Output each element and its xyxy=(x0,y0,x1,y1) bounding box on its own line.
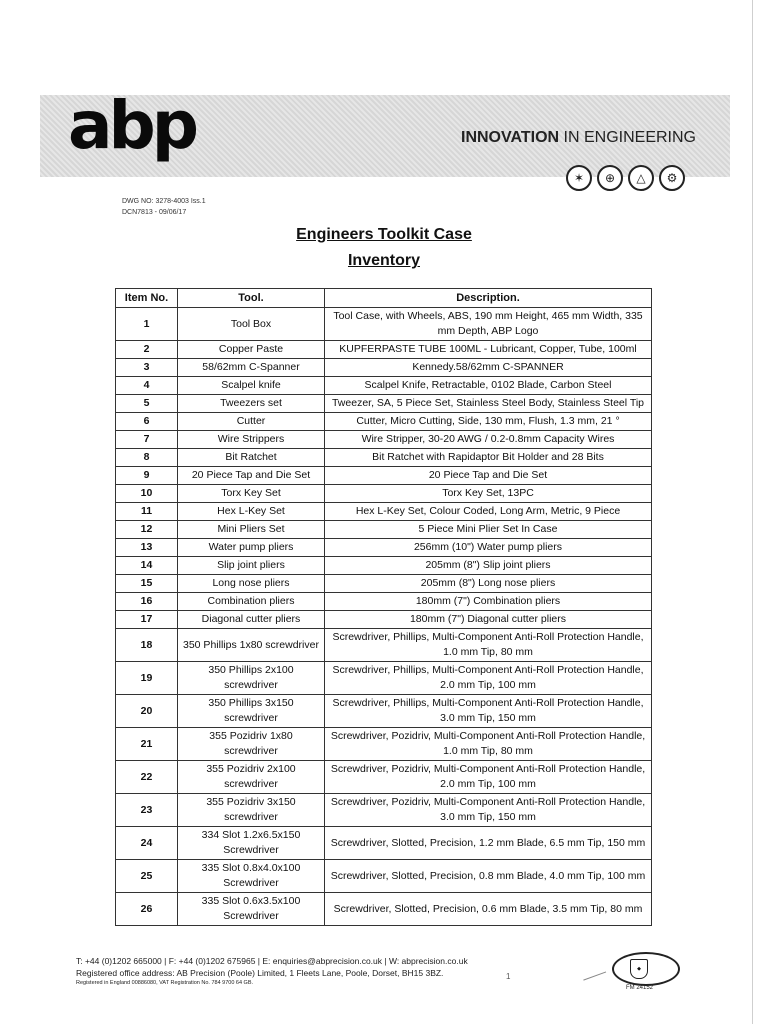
cell-tool: 355 Pozidriv 1x80 screwdriver xyxy=(178,728,325,761)
dcn-number: DCN7813 - 09/06/17 xyxy=(122,209,187,216)
cell-tool: 335 Slot 0.6x3.5x100 Screwdriver xyxy=(178,893,325,926)
cell-description: 180mm (7") Combination pliers xyxy=(325,593,652,611)
table-row xyxy=(116,395,652,413)
cell-item-no: 22 xyxy=(116,761,178,794)
shield-icon: ◆ xyxy=(630,959,648,979)
cell-item-no: 14 xyxy=(116,557,178,575)
table-row xyxy=(116,728,652,761)
inventory-rows xyxy=(116,308,652,926)
header-banner xyxy=(40,87,730,185)
cell-description: Screwdriver, Phillips, Multi-Component Anti-Roll Protection Handle, 3.0 mm Tip, 150 mm xyxy=(325,695,652,728)
footer-contact: T: +44 (0)1202 665000 | F: +44 (0)1202 675965 | E: enquiries@abprecision.co.uk | W: abprecision.co.uk xyxy=(76,956,468,966)
cell-item-no: 5 xyxy=(116,395,178,413)
table-row xyxy=(116,893,652,926)
table-row xyxy=(116,377,652,395)
table-row xyxy=(116,695,652,728)
cell-item-no: 12 xyxy=(116,521,178,539)
cell-tool: Cutter xyxy=(178,413,325,431)
cell-item-no: 23 xyxy=(116,794,178,827)
table-row xyxy=(116,431,652,449)
cell-description: Tool Case, with Wheels, ABS, 190 mm Height, 465 mm Width, 335 mm Depth, ABP Logo xyxy=(325,308,652,341)
cell-tool: Long nose pliers xyxy=(178,575,325,593)
cell-tool: Tool Box xyxy=(178,308,325,341)
table-row xyxy=(116,521,652,539)
cell-description: KUPFERPASTE TUBE 100ML - Lubricant, Copper, Tube, 100ml xyxy=(325,341,652,359)
cell-tool: 20 Piece Tap and Die Set xyxy=(178,467,325,485)
table-row xyxy=(116,761,652,794)
cell-item-no: 18 xyxy=(116,629,178,662)
cell-item-no: 3 xyxy=(116,359,178,377)
signature-scribble xyxy=(578,956,606,980)
table-row xyxy=(116,611,652,629)
table-row xyxy=(116,341,652,359)
table-row xyxy=(116,449,652,467)
globe-icon: ⊕ xyxy=(597,165,623,191)
cell-description: Tweezer, SA, 5 Piece Set, Stainless Steel Body, Stainless Steel Tip xyxy=(325,395,652,413)
cell-item-no: 25 xyxy=(116,860,178,893)
table-row xyxy=(116,467,652,485)
footer-office: Registered office address: AB Precision (Poole) Limited, 1 Fleets Lane, Poole, Dorset, BH15 3BZ. xyxy=(76,968,444,978)
table-row xyxy=(116,593,652,611)
table-row xyxy=(116,575,652,593)
cell-item-no: 10 xyxy=(116,485,178,503)
cell-item-no: 1 xyxy=(116,308,178,341)
cell-tool: Mini Pliers Set xyxy=(178,521,325,539)
table-row xyxy=(116,827,652,860)
cell-description: Screwdriver, Phillips, Multi-Component Anti-Roll Protection Handle, 2.0 mm Tip, 100 mm xyxy=(325,662,652,695)
header-description: Description. xyxy=(325,289,652,308)
cell-description: 5 Piece Mini Plier Set In Case xyxy=(325,521,652,539)
cell-description: Scalpel Knife, Retractable, 0102 Blade, Carbon Steel xyxy=(325,377,652,395)
cell-tool: Diagonal cutter pliers xyxy=(178,611,325,629)
cell-tool: Torx Key Set xyxy=(178,485,325,503)
cell-item-no: 15 xyxy=(116,575,178,593)
cell-description: Screwdriver, Pozidriv, Multi-Component Anti-Roll Protection Handle, 3.0 mm Tip, 150 mm xyxy=(325,794,652,827)
tagline-bold: INNOVATION xyxy=(461,129,560,146)
table-header-row xyxy=(116,289,652,308)
drawing-info xyxy=(122,196,206,218)
page-mark: 1 xyxy=(506,972,511,981)
cell-item-no: 21 xyxy=(116,728,178,761)
cell-item-no: 19 xyxy=(116,662,178,695)
cell-tool: Slip joint pliers xyxy=(178,557,325,575)
cell-description: Screwdriver, Pozidriv, Multi-Component Anti-Roll Protection Handle, 1.0 mm Tip, 80 mm xyxy=(325,728,652,761)
cell-item-no: 26 xyxy=(116,893,178,926)
cell-item-no: 8 xyxy=(116,449,178,467)
certification-badge xyxy=(612,952,680,986)
inventory-table xyxy=(115,288,652,926)
cell-tool: Hex L-Key Set xyxy=(178,503,325,521)
table-row xyxy=(116,539,652,557)
cell-item-no: 11 xyxy=(116,503,178,521)
gear-icon: ⚙ xyxy=(659,165,685,191)
cell-item-no: 6 xyxy=(116,413,178,431)
cert-code: FM 24152 xyxy=(626,985,654,991)
page-edge-rule xyxy=(752,0,753,1024)
cell-description: 20 Piece Tap and Die Set xyxy=(325,467,652,485)
header-tool: Tool. xyxy=(178,289,325,308)
table-row xyxy=(116,860,652,893)
table-row xyxy=(116,794,652,827)
cell-description: 256mm (10") Water pump pliers xyxy=(325,539,652,557)
cell-tool: Scalpel knife xyxy=(178,377,325,395)
cell-tool: 58/62mm C-Spanner xyxy=(178,359,325,377)
cell-tool: Wire Strippers xyxy=(178,431,325,449)
cell-description: Screwdriver, Slotted, Precision, 0.8 mm Blade, 4.0 mm Tip, 100 mm xyxy=(325,860,652,893)
cell-description: Cutter, Micro Cutting, Side, 130 mm, Flush, 1.3 mm, 21 ° xyxy=(325,413,652,431)
cell-tool: Tweezers set xyxy=(178,395,325,413)
cell-item-no: 9 xyxy=(116,467,178,485)
recycle-icon: △ xyxy=(628,165,654,191)
cell-description: 205mm (8") Slip joint pliers xyxy=(325,557,652,575)
table-row xyxy=(116,629,652,662)
cell-description: Screwdriver, Pozidriv, Multi-Component Anti-Roll Protection Handle, 2.0 mm Tip, 100 mm xyxy=(325,761,652,794)
table-row xyxy=(116,485,652,503)
cell-description: 180mm (7") Diagonal cutter pliers xyxy=(325,611,652,629)
table-row xyxy=(116,503,652,521)
cell-description: Torx Key Set, 13PC xyxy=(325,485,652,503)
cell-tool: Bit Ratchet xyxy=(178,449,325,467)
footer-registration: Registered in England 00886080, VAT Registration No. 784 9700 64 GB. xyxy=(76,980,254,986)
cell-description: Screwdriver, Slotted, Precision, 1.2 mm Blade, 6.5 mm Tip, 150 mm xyxy=(325,827,652,860)
table-row xyxy=(116,359,652,377)
cell-item-no: 7 xyxy=(116,431,178,449)
cell-item-no: 2 xyxy=(116,341,178,359)
cell-tool: 350 Phillips 1x80 screwdriver xyxy=(178,629,325,662)
banner-icon-row xyxy=(566,165,685,191)
cell-description: Screwdriver, Phillips, Multi-Component Anti-Roll Protection Handle, 1.0 mm Tip, 80 mm xyxy=(325,629,652,662)
cell-item-no: 20 xyxy=(116,695,178,728)
tagline-rest: IN ENGINEERING xyxy=(559,129,696,146)
cell-tool: 355 Pozidriv 2x100 screwdriver xyxy=(178,761,325,794)
cell-tool: Copper Paste xyxy=(178,341,325,359)
cell-item-no: 24 xyxy=(116,827,178,860)
cell-tool: Water pump pliers xyxy=(178,539,325,557)
cell-description: Kennedy.58/62mm C-SPANNER xyxy=(325,359,652,377)
cell-tool: 350 Phillips 3x150 screwdriver xyxy=(178,695,325,728)
cell-tool: 334 Slot 1.2x6.5x150 Screwdriver xyxy=(178,827,325,860)
cell-tool: Combination pliers xyxy=(178,593,325,611)
abp-logo: abp xyxy=(68,87,196,164)
dwg-number: DWG NO: 3278-4003 Iss.1 xyxy=(122,198,206,205)
cell-description: Bit Ratchet with Rapidaptor Bit Holder and 28 Bits xyxy=(325,449,652,467)
table-row xyxy=(116,413,652,431)
cell-tool: 355 Pozidriv 3x150 screwdriver xyxy=(178,794,325,827)
cell-item-no: 4 xyxy=(116,377,178,395)
cell-item-no: 17 xyxy=(116,611,178,629)
document-title: Engineers Toolkit Case xyxy=(296,226,472,243)
table-row xyxy=(116,557,652,575)
cell-description: 205mm (8") Long nose pliers xyxy=(325,575,652,593)
document-subtitle: Inventory xyxy=(347,252,420,269)
header-item-no: Item No. xyxy=(116,289,178,308)
tagline xyxy=(461,129,696,147)
table-row xyxy=(116,308,652,341)
footer xyxy=(76,955,468,988)
cell-description: Wire Stripper, 30-20 AWG / 0.2-0.8mm Capacity Wires xyxy=(325,431,652,449)
cell-description: Hex L-Key Set, Colour Coded, Long Arm, Metric, 9 Piece xyxy=(325,503,652,521)
spark-icon: ✶ xyxy=(566,165,592,191)
cell-description: Screwdriver, Slotted, Precision, 0.6 mm Blade, 3.5 mm Tip, 80 mm xyxy=(325,893,652,926)
table-row xyxy=(116,662,652,695)
cell-tool: 335 Slot 0.8x4.0x100 Screwdriver xyxy=(178,860,325,893)
cell-item-no: 16 xyxy=(116,593,178,611)
cell-item-no: 13 xyxy=(116,539,178,557)
cell-tool: 350 Phillips 2x100 screwdriver xyxy=(178,662,325,695)
